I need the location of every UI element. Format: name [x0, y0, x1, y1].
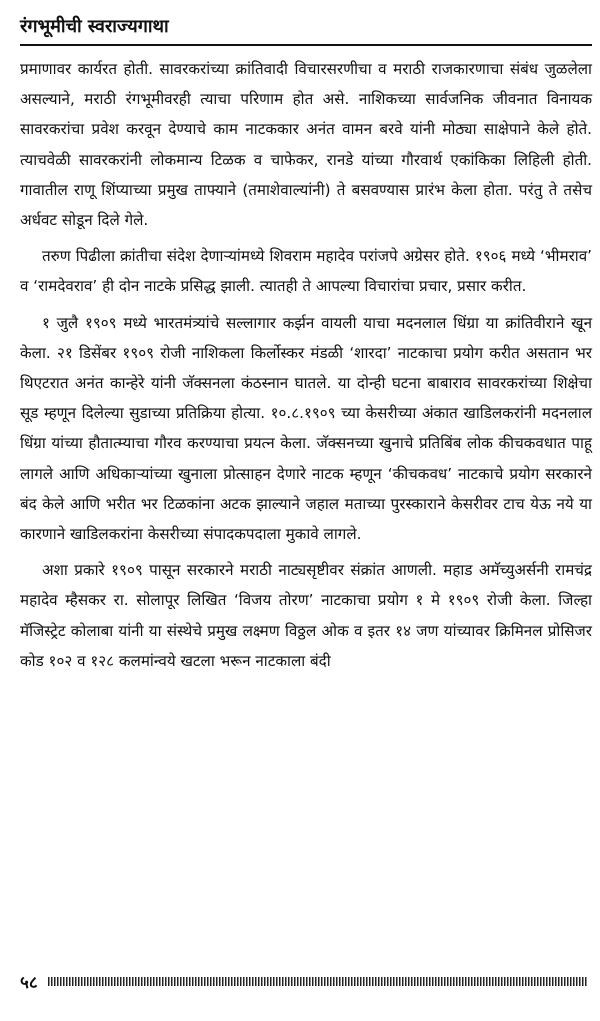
paragraph-4: अशा प्रकारे १९०९ पासून सरकारने मराठी नाट्यसृष्टीवर संक्रांत आणली. महाड अमॅच्युअर्सनी रामचंद्र महादेव म्हैसकर रा. सोलापूर लिखित ‘विजय तोरण’ नाटकाचा प्रयोग १ मे १९०९ रोजी केला. जिल्हा मॅजिस्ट्रेट कोलाबा यांनी या संस्थेचे प्रमुख लक्ष्मण विठ्ठल ओक व इतर १४ जण यांच्यावर क्रिमिनल प्रोसिजर कोड १०२ व १२८ कलमांन्वये खटला भरून नाटकाला बंदी [20, 561, 592, 670]
body-text [20, 54, 592, 676]
paragraph-1: प्रमाणावर कार्यरत होती. सावरकरांच्या क्रांतिवादी विचारसरणीचा व मराठी राजकारणाचा संबंध जुळलेला असल्याने, मराठी रंगभूमीवरही त्याचा परिणाम होत असे. नाशिकच्या सार्वजनिक जीवनात विनायक सावरकरांचा प्रवेश करवून देण्याचे काम नाटककार अनंत वामन बरवे यांनी मोठ्या साक्षेपाने केले होते. त्याचवेळी सावरकरांनी लोकमान्य टिळक व चाफेकर, रानडे यांच्या गौरवार्थ एकांकिका लिहिली होती. गावातील राणू शिंप्याच्या प्रमुख ताफ्याने (तमाशेवाल्यांनी) ते बसवण्यास प्रारंभ केला होता. परंतु ते तसेच अर्धवट सोडून दिले गेले. [20, 60, 592, 230]
paragraph-3: १ जुलै १९०९ मध्ये भारतमंत्र्यांचे सल्लागार कर्झन वायली याचा मदनलाल धिंग्रा या क्रांतिवीराने खून केला. २१ डिसेंबर १९०९ रोजी नाशिकला किर्लोस्कर मंडळी ‘शारदा’ नाटकाचा प्रयोग करीत असतान भर थिएटरात अनंत कान्हेरे यांनी जॅक्सनला कंठस्नान घातले. या दोन्ही घटना बाबाराव सावरकरांच्या शिक्षेचा सूड म्हणून दिलेल्या सुडाच्या प्रतिक्रिया होत्या. १०.८.१९०९ च्या केसरीच्या अंकात खाडिलकरांनी मदनलाल धिंग्रा यांच्या हौतात्म्याचा गौरव करण्याचा प्रयत्न केला. जॅक्सनच्या खुनाचे प्रतिबिंब लोक कीचकवधात पाहू लागले आणि अधिकाऱ्यांच्या खुनाला प्रोत्साहन देणारे नाटक म्हणून ‘कीचकवध’ नाटकाचे प्रयोग सरकारने बंद केले आणि भरीत भर टिळकांना अटक झाल्याने जहाल मताच्या पुरस्काराने केसरीवर टाच येऊ नये या कारणाने खाडिलकरांना केसरीच्या संपादकपदाला मुकावे लागले. [20, 313, 592, 544]
running-head: रंगभूमीची स्वराज्यगाथा [20, 14, 592, 46]
page-number: ५८ [20, 973, 38, 993]
paragraph-2: तरुण पिढीला क्रांतीचा संदेश देणाऱ्यांमध्ये शिवराम महादेव परांजपे अग्रेसर होते. १९०६ मध्ये ‘भीमराव’ व ‘रामदेवराव’ ही दोन नाटके प्रसिद्ध झाली. त्यातही ते आपल्या विचारांचा प्रचार, प्रसार करीत. [20, 247, 592, 296]
page-footer [20, 970, 588, 993]
footer-rule [48, 977, 588, 986]
